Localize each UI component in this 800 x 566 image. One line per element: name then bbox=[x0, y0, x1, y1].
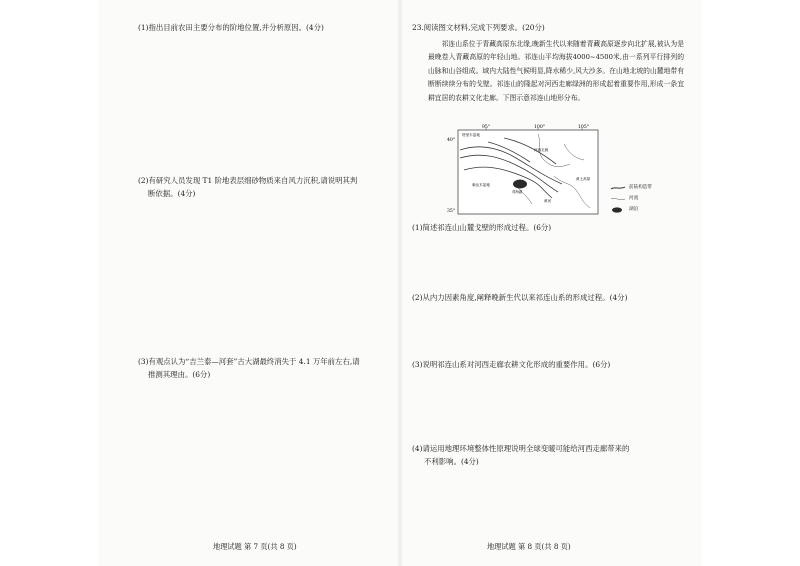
lon-label-105: 105° bbox=[578, 125, 590, 130]
question-3-line-2: 推测其理由。(6分) bbox=[148, 370, 211, 379]
label-qinghai-lake: 青海湖 bbox=[512, 190, 523, 194]
question-23-2 bbox=[412, 291, 627, 304]
question-23-3-text: (3)说明祁连山系对河西走廊农耕文化形成的重要作用。(6分) bbox=[412, 360, 611, 369]
lon-label-100: 100° bbox=[534, 125, 546, 130]
map-frame bbox=[458, 130, 598, 214]
question-23-title-text: 23.阅读图文材料,完成下列要求。(20分) bbox=[412, 23, 545, 32]
question-23-1 bbox=[412, 221, 551, 234]
exam-page-7 bbox=[98, 0, 398, 566]
qilian-terrain-map bbox=[444, 124, 608, 216]
question-2-line-2: 断依据。(4分) bbox=[148, 189, 196, 198]
map-legend bbox=[610, 182, 652, 215]
label-qaidam: 柴达木盆地 bbox=[472, 183, 490, 187]
label-yellow-river: 黄河 bbox=[544, 199, 552, 203]
question-23-3 bbox=[412, 358, 610, 371]
label-loess-plateau: 黄土高原 bbox=[576, 177, 591, 181]
question-1 bbox=[138, 21, 324, 34]
question-2 bbox=[138, 174, 357, 200]
label-tarim: 塔里木盆地 bbox=[462, 133, 480, 137]
question-2-line-1: (2)有研究人员发现 T1 阶地表层细砂物质来自风力沉积,请说明其判 bbox=[138, 176, 358, 185]
label-hexi-corridor: 河西走廊 bbox=[534, 148, 549, 152]
question-23-material: 祁连山系位于青藏高原东北缘,晚新生代以来随着青藏高原逐步向北扩展,被认为是最晚卷入青藏高原的年轻山地。祁连山平均海拔4000~4500米,由一系列平行排列的山脉和山谷组成。域内大陆性气候明显,降水稀少,风大沙多。在山地北坡的山麓地带有断断续续分布的戈壁。祁连山的隆起对河西走廊绿洲的形成起着重要作用,形成一条宜耕宜居的农耕文化走廊。下图示意祁连山地形分布。 bbox=[428, 40, 684, 102]
lon-label-95: 95° bbox=[482, 125, 491, 130]
legend-river-label: 河流 bbox=[629, 196, 639, 201]
legend-foreland-symbol bbox=[610, 185, 626, 191]
question-23-1-text: (1)简述祁连山山麓戈壁的形成过程。(6分) bbox=[412, 223, 552, 232]
question-1-text: (1)指出目前农田主要分布的阶地位置,并分析原因。(4分) bbox=[138, 23, 324, 32]
question-23-title bbox=[412, 21, 545, 34]
question-3-line-1: (3)有观点认为“吉兰泰—河套”古大湖最终消失于 4.1 万年前左右,请 bbox=[138, 357, 360, 366]
question-23-4 bbox=[412, 442, 629, 468]
page-8-footer: 地理试题 第 8 页(共 8 页) bbox=[487, 542, 571, 551]
legend-lake bbox=[610, 204, 652, 215]
qinghai-lake-mark bbox=[513, 180, 527, 189]
page-7-footer: 地理试题 第 7 页(共 8 页) bbox=[213, 542, 297, 551]
question-23-4-line-2: 不利影响。(4分) bbox=[424, 457, 479, 466]
question-23-2-text: (2)从内力因素角度,阐释晚新生代以来祁连山系的形成过程。(4分) bbox=[412, 293, 628, 302]
legend-river-symbol bbox=[610, 196, 626, 202]
legend-lake-label: 湖泊 bbox=[629, 207, 639, 212]
lat-label-40: 40° bbox=[447, 138, 456, 143]
legend-lake-symbol bbox=[610, 207, 626, 213]
question-23-4-line-1: (4)请运用地理环境整体性原理说明全球变暖可能给河西走廊带来的 bbox=[412, 444, 630, 453]
legend-foreland bbox=[610, 182, 652, 193]
question-3 bbox=[138, 355, 360, 381]
legend-river bbox=[610, 193, 652, 204]
legend-foreland-label: 前陆构造带 bbox=[629, 185, 652, 190]
lat-label-35: 35° bbox=[447, 209, 456, 214]
